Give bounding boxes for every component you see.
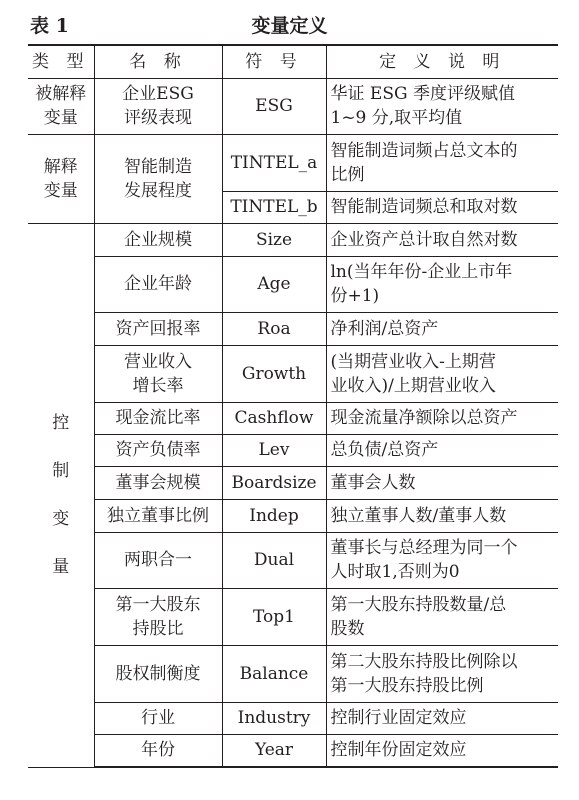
row-symbol: Size (222, 223, 326, 256)
table-row (28, 466, 558, 499)
row-symbol: Growth (222, 345, 326, 402)
table-row (28, 402, 558, 434)
row-definition: ln(当年年份-企业上市年 份+1) (326, 256, 558, 312)
row-symbol: Dual (222, 532, 326, 588)
row-definition: 第一大股东持股数量/总 股数 (326, 588, 558, 645)
table-row (28, 256, 558, 312)
row-symbol: Industry (222, 702, 326, 734)
table-row (28, 645, 558, 702)
row-symbol: Roa (222, 312, 326, 345)
table-number: 表 1 (30, 15, 69, 37)
row-definition: 现金流量净额除以总资产 (326, 402, 558, 434)
row-name: 资产负债率 (94, 434, 222, 466)
control-char: 控 (52, 413, 70, 433)
header-definition: 定 义 说 明 (326, 45, 558, 78)
row-symbol: TINTEL_a (222, 134, 326, 191)
table-title: 变量定义 (251, 15, 328, 37)
table-header-row (28, 45, 558, 78)
table-row (28, 702, 558, 734)
row-name: 营业收入 增长率 (94, 345, 222, 402)
row-name: 股权制衡度 (94, 645, 222, 702)
row-symbol: Boardsize (222, 466, 326, 499)
row-definition: 董事会人数 (326, 466, 558, 499)
row-definition: (当期营业收入-上期营 业收入)/上期营业收入 (326, 345, 558, 402)
row-definition: 控制行业固定效应 (326, 702, 558, 734)
group-control (28, 223, 94, 767)
row-name: 现金流比率 (94, 402, 222, 434)
row-name: 年份 (94, 734, 222, 767)
row-name: 第一大股东 持股比 (94, 588, 222, 645)
control-char: 制 (52, 461, 70, 481)
control-char: 量 (52, 557, 70, 577)
row-definition: 第二大股东持股比例除以 第一大股东持股比例 (326, 645, 558, 702)
row-symbol: ESG (222, 78, 326, 134)
table-caption (0, 0, 579, 40)
row-symbol: Lev (222, 434, 326, 466)
row-symbol: Age (222, 256, 326, 312)
group-explanatory: 解释 变量 (28, 134, 94, 223)
row-symbol: Indep (222, 499, 326, 532)
row-name: 董事会规模 (94, 466, 222, 499)
table-row (28, 223, 558, 256)
row-name: 企业规模 (94, 223, 222, 256)
table-row (28, 499, 558, 532)
table-row (28, 78, 558, 134)
table-row (28, 532, 558, 588)
row-symbol: Top1 (222, 588, 326, 645)
row-definition: 净利润/总资产 (326, 312, 558, 345)
row-symbol: Cashflow (222, 402, 326, 434)
row-definition: 总负债/总资产 (326, 434, 558, 466)
row-name: 企业ESG 评级表现 (94, 78, 222, 134)
variable-definition-table (28, 44, 558, 768)
row-name: 资产回报率 (94, 312, 222, 345)
control-char: 变 (52, 509, 70, 529)
row-definition: 华证 ESG 季度评级赋值 1~9 分,取平均值 (326, 78, 558, 134)
table-row (28, 434, 558, 466)
row-name: 行业 (94, 702, 222, 734)
row-definition: 智能制造词频总和取对数 (326, 191, 558, 223)
row-symbol: Balance (222, 645, 326, 702)
row-definition: 企业资产总计取自然对数 (326, 223, 558, 256)
row-name: 企业年龄 (94, 256, 222, 312)
table-row (28, 134, 558, 191)
row-definition: 独立董事人数/董事人数 (326, 499, 558, 532)
row-name: 独立董事比例 (94, 499, 222, 532)
row-name: 智能制造 发展程度 (94, 134, 222, 223)
row-name: 两职合一 (94, 532, 222, 588)
table-row (28, 312, 558, 345)
row-symbol: Year (222, 734, 326, 767)
row-symbol: TINTEL_b (222, 191, 326, 223)
table-row (28, 345, 558, 402)
row-definition: 控制年份固定效应 (326, 734, 558, 767)
row-definition: 智能制造词频占总文本的 比例 (326, 134, 558, 191)
table-row (28, 588, 558, 645)
group-explained: 被解释 变量 (28, 78, 94, 134)
header-symbol: 符 号 (222, 45, 326, 78)
header-type: 类 型 (28, 45, 94, 78)
table-row (28, 734, 558, 767)
row-definition: 董事长与总经理为同一个 人时取1,否则为0 (326, 532, 558, 588)
header-name: 名 称 (94, 45, 222, 78)
